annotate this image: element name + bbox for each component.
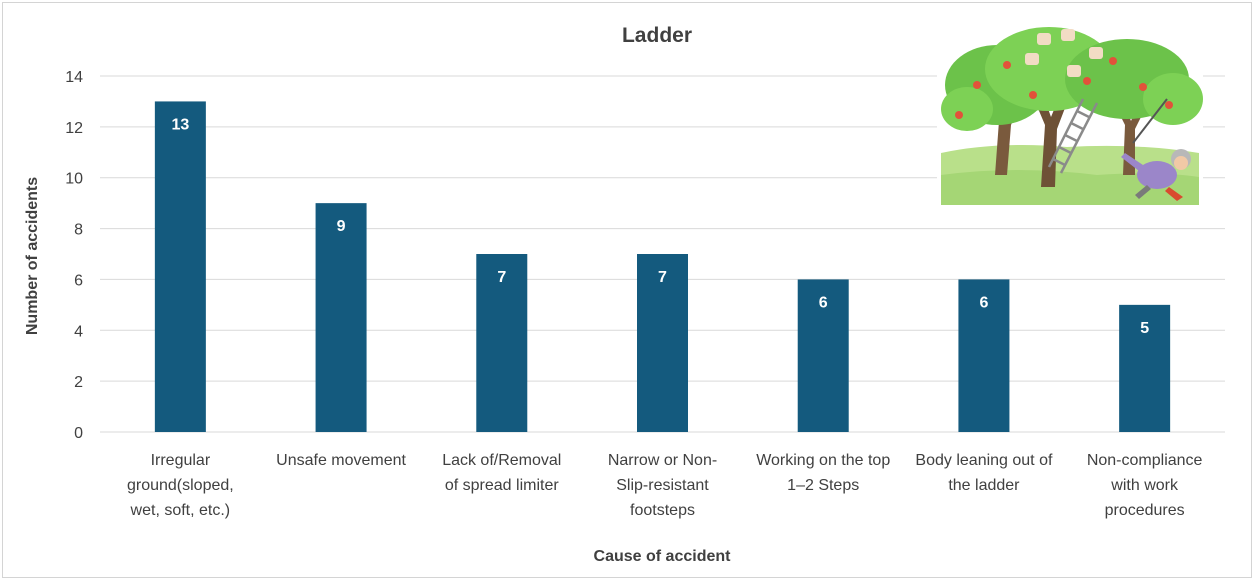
y-tick-label: 8 [74,221,83,239]
category-label-line: of spread limiter [444,477,559,494]
category-label-line: ground(sloped, [126,477,234,494]
category-labels [127,452,1203,519]
data-label-6: 5 [1140,319,1150,337]
x-axis-title: Cause of accident [593,548,731,565]
ladder-fall-orchard-illustration [937,25,1203,207]
data-label-5: 6 [979,294,989,312]
bar-chart [3,3,1253,579]
category-label-line: Irregular [150,452,211,469]
category-label-line: Narrow or Non- [607,452,718,469]
y-tick-label: 14 [65,69,83,86]
category-label-line: Unsafe movement [276,452,406,469]
y-tick-label: 6 [74,272,83,290]
category-label-3 [608,452,717,519]
y-tick-label: 2 [74,374,83,392]
category-label-line: procedures [1104,502,1185,519]
data-label-0: 13 [171,116,190,134]
y-tick-label: 10 [65,170,83,188]
y-tick-label: 4 [74,323,83,341]
category-label-line: Slip-resistant [616,477,709,494]
y-tick-label: 12 [65,119,83,137]
bar-0 [155,101,206,432]
category-label-4 [756,452,890,494]
category-label-0 [127,452,234,519]
data-label-1: 9 [336,218,346,236]
category-label-line: Body leaning out of [915,452,1053,469]
category-label-line: the ladder [948,477,1020,494]
category-label-line: Non-compliance [1086,452,1203,469]
data-label-4: 6 [818,294,828,312]
chart-frame [2,2,1252,578]
category-label-line: Lack of/Removal [442,452,562,469]
category-label-5 [915,452,1053,494]
data-label-3: 7 [658,269,667,286]
y-axis-title: Number of accidents [24,176,41,336]
y-axis-ticks [65,69,83,442]
category-label-6 [1087,452,1203,519]
y-tick-label: 0 [74,425,83,442]
category-label-line: wet, soft, etc.) [130,502,231,519]
category-label-2 [442,452,561,494]
category-label-line: Working on the top [756,452,891,469]
data-label-2: 7 [497,269,507,286]
category-label-line: with work [1111,477,1178,494]
chart-title: Ladder [621,24,693,47]
category-label-line: footsteps [630,502,695,519]
category-label-line: 1–2 Steps [787,477,860,494]
category-label-1 [276,452,406,469]
bar-1 [316,203,367,432]
